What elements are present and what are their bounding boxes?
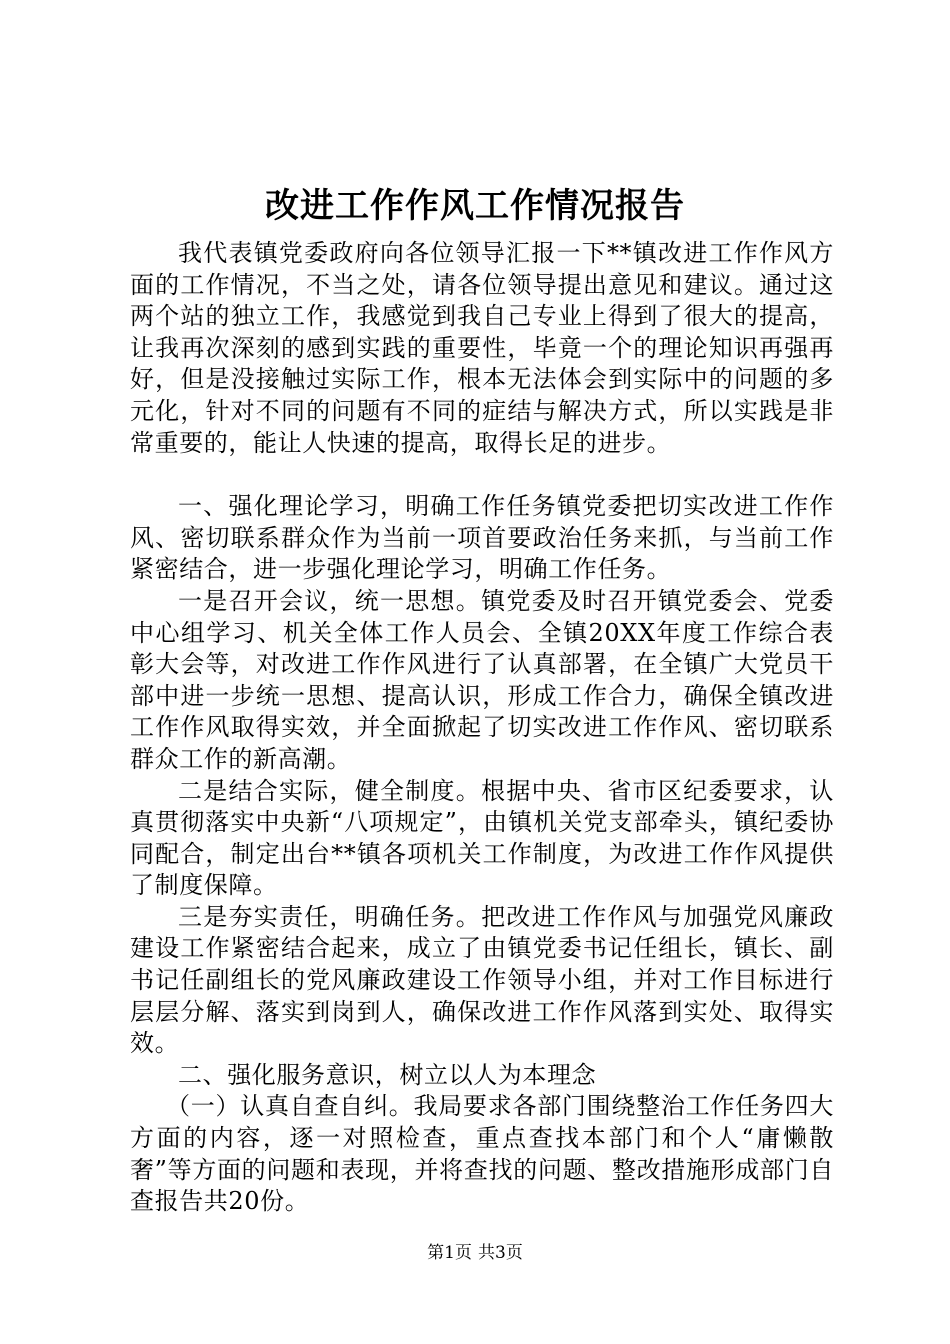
paragraph-intro: 我代表镇党委政府向各位领导汇报一下**镇改进工作作风方面的工作情况，不当之处，请各位领导提出意见和建议。通过这两个站的独立工作，我感觉到我自己专业上得到了很大的提高，让我再次深刻的感到实践的重要性，毕竟一个的理论知识再强再好，但是没接触过实际工作，根本无法体会到实际中的问题的多元化，针对不同的问题有不同的症结与解决方式，所以实践是非常重要的，能让人快速的提高，取得长足的进步。 [130, 239, 834, 457]
document-title: 改进工作作风工作情况报告 [265, 186, 685, 226]
paragraph-item-2: 二是结合实际，健全制度。根据中央、省市区纪委要求，认真贯彻落实中央新“八项规定”，由镇机关党支部牵头，镇纪委协同配合，制定出台**镇各项机关工作制度，为改进工作作风提供了制度保障。 [130, 776, 834, 900]
paragraph-item-1: 一是召开会议，统一思想。镇党委及时召开镇党委会、党委中心组学习、机关全体工作人员会、全镇20XX年度工作综合表彰大会等，对改进工作作风进行了认真部署，在全镇广大党员干部中进一步统一思想、提高认识，形成工作合力，确保全镇改进工作作风取得实效，并全面掀起了切实改进工作作风、密切联系群众工作的新高潮。 [130, 586, 834, 773]
paragraph-section-1: 一、强化理论学习，明确工作任务镇党委把切实改进工作作风、密切联系群众作为当前一项首要政治任务来抓，与当前工作紧密结合，进一步强化理论学习，明确工作任务。 [130, 492, 834, 584]
document-body [130, 238, 834, 1218]
paragraph-item-3: 三是夯实责任，明确任务。把改进工作作风与加强党风廉政建设工作紧密结合起来，成立了由镇党委书记任组长，镇长、副书记任副组长的党风廉政建设工作领导小组，并对工作目标进行层层分解、落实到岗到人，确保改进工作作风落到实处、取得实效。 [130, 902, 834, 1058]
page-footer [0, 1242, 950, 1264]
page-total: 共3页 [478, 1243, 523, 1263]
page-number: 第1页 [427, 1243, 472, 1263]
paragraph-subitem-1: （一）认真自查自纠。我局要求各部门围绕整治工作任务四大方面的内容，逐一对照检查，重点查找本部门和个人“庸懒散奢”等方面的问题和表现，并将查找的问题、整改措施形成部门自查报告共20份。 [130, 1092, 834, 1216]
paragraph-section-2: 二、强化服务意识，树立以人为本理念 [178, 1060, 597, 1089]
